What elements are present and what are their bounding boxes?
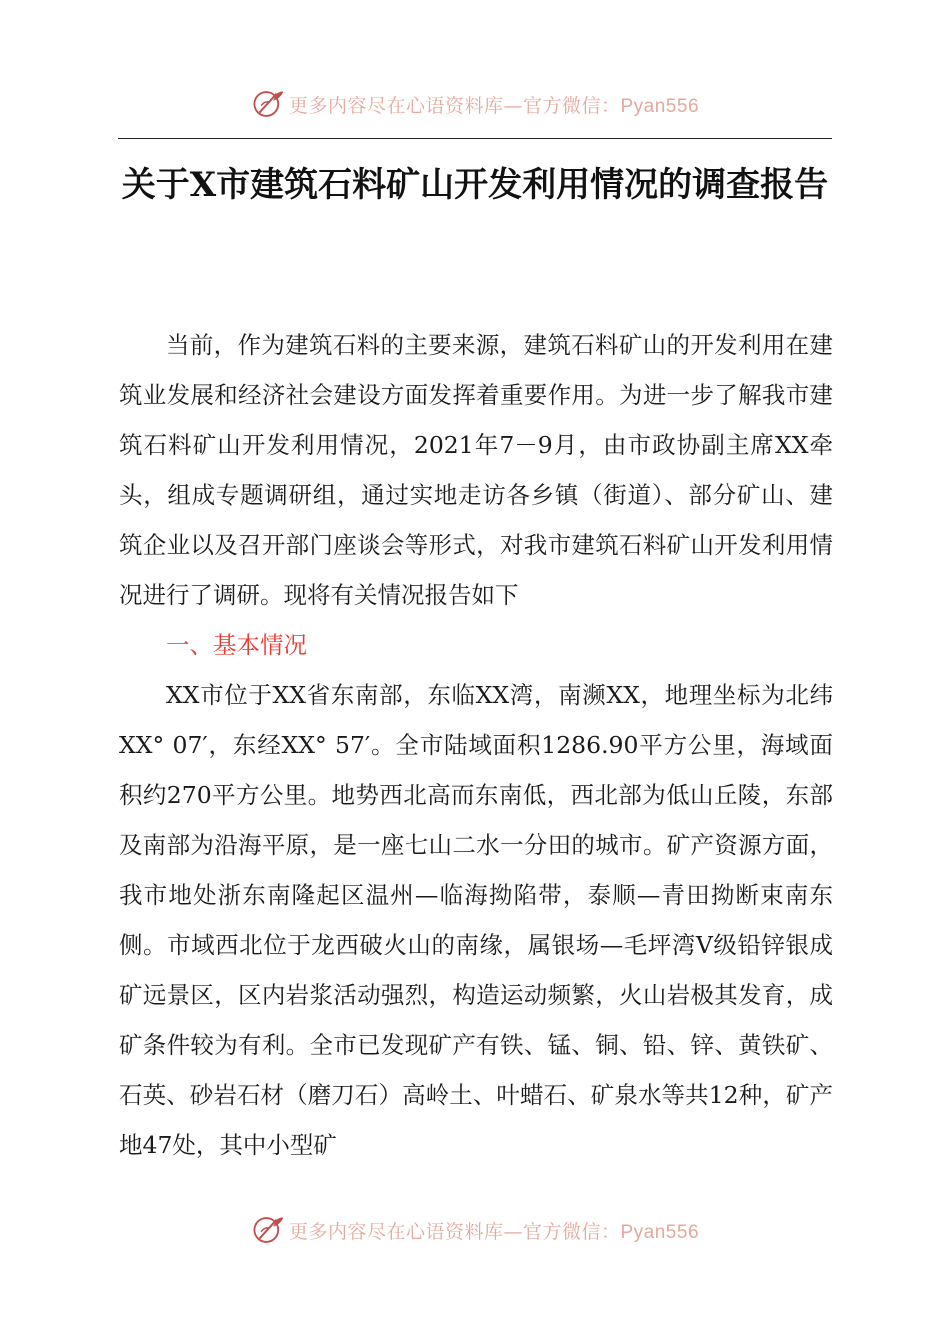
section-1-paragraph: XX市位于XX省东南部，东临XX湾，南濒XX，地理坐标为北纬XX° 07′，东经XX° 57′。全市陆域面积1286.90平方公里，海域面积约270平方公里。地势西北高而东南低，西北部为低山丘陵，东部及南部为沿海平原，是一座七山二水一分田的城市。矿产资源方面，我市地处浙东南隆起区温州—临海拗陷带，泰顺—青田拗断束南东侧。市域西北位于龙西破火山的南缘，属银场—毛坪湾Ⅴ级铅锌银成矿远景区，区内岩浆活动强烈，构造运动频繁，火山岩极其发育，成矿条件较为有利。全市已发现矿产有铁、锰、铜、铅、锌、黄铁矿、石英、砂岩石材（磨刀石）高岭土、叶蜡石、矿泉水等共12种，矿产地47处，其中小型矿 xyxy=(119,681,833,1159)
header-divider xyxy=(118,138,832,139)
header-wechat-id: Pyan556 xyxy=(620,95,700,117)
header-banner xyxy=(0,84,950,124)
quill-logo-icon xyxy=(251,1213,285,1247)
intro-paragraph: 当前，作为建筑石料的主要来源，建筑石料矿山的开发利用在建筑业发展和经济社会建设方面发挥着重要作用。为进一步了解我市建筑石料矿山开发利用情况，2021年7－9月，由市政协副主席XX牵头，组成专题调研组，通过实地走访各乡镇（街道）、部分矿山、建筑企业以及召开部门座谈会等形式，对我市建筑石料矿山开发利用情况进行了调研。现将有关情况报告如下 xyxy=(119,331,833,609)
document-title: 关于X市建筑石料矿山开发利用情况的调查报告 xyxy=(121,165,829,205)
document-body xyxy=(119,320,833,1170)
section-heading-basic-situation: 一、基本情况 xyxy=(166,631,307,659)
footer-banner-text: 更多内容尽在心语资料库—官方微信：Pyan556 xyxy=(288,1220,700,1243)
footer-wechat-id: Pyan556 xyxy=(620,1221,700,1243)
header-banner-text: 更多内容尽在心语资料库—官方微信：Pyan556 xyxy=(288,94,700,117)
footer-banner xyxy=(0,1210,950,1250)
quill-logo-icon xyxy=(251,87,285,121)
